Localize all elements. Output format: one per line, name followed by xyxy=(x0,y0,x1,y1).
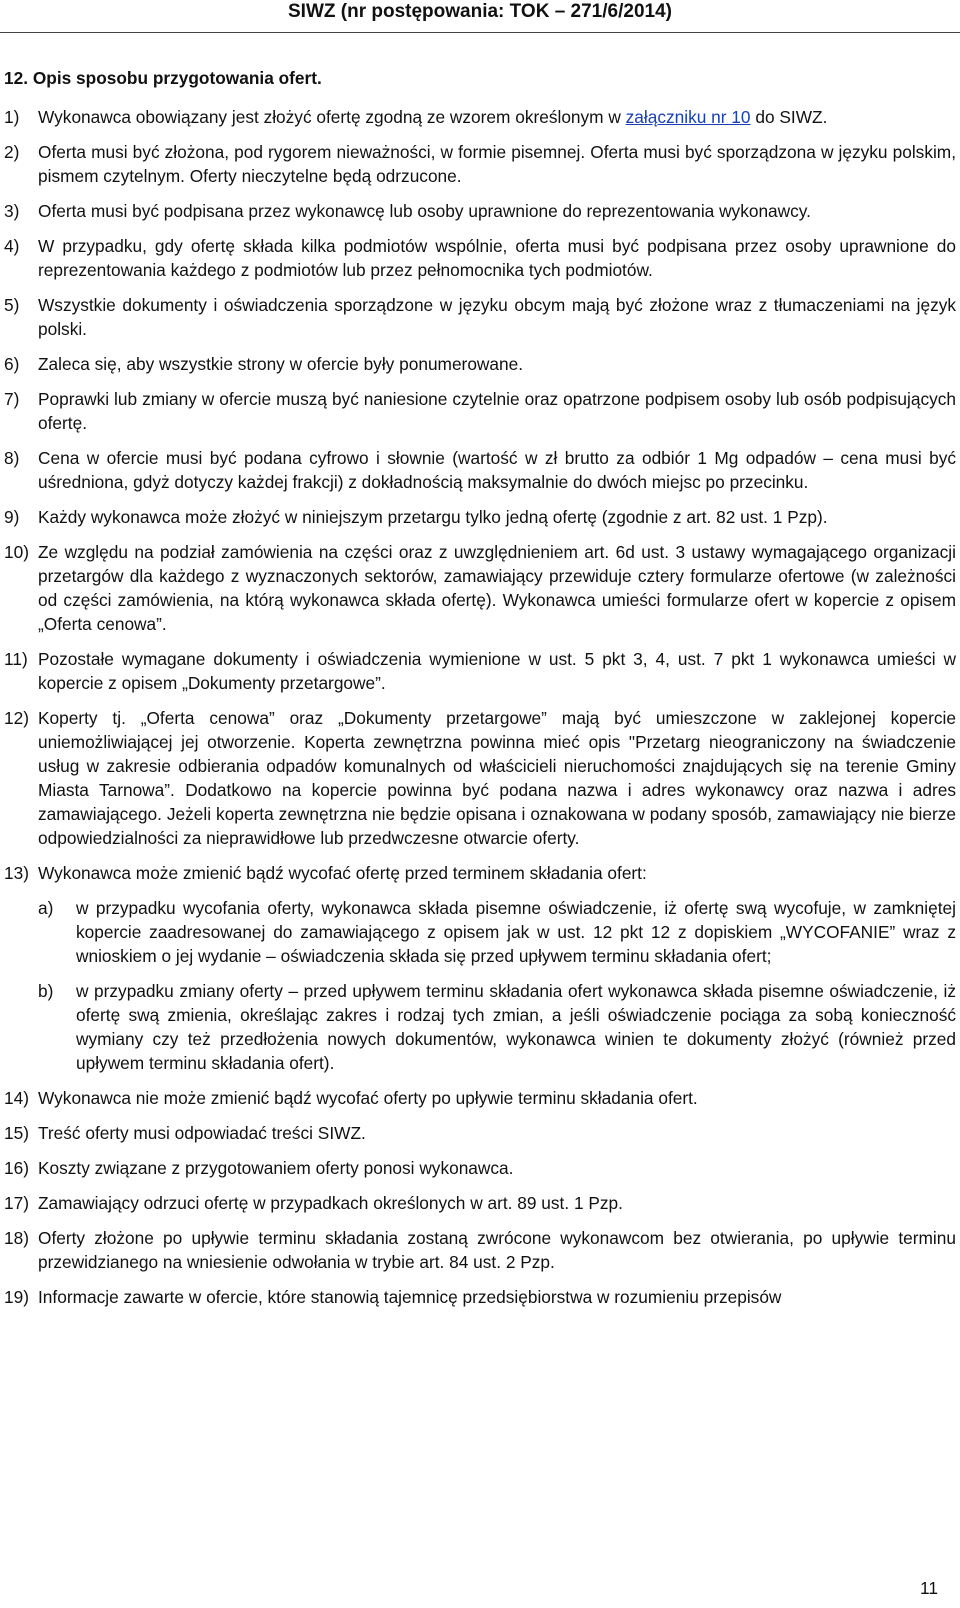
list-item-15 xyxy=(4,1121,956,1145)
list-item-text: Każdy wykonawca może złożyć w niniejszym przetargu tylko jedną ofertę (zgodnie z art. 82 ust. 1 Pzp). xyxy=(38,507,828,527)
list-item-9 xyxy=(4,505,956,529)
list-item-text: Wykonawca nie może zmienić bądź wycofać oferty po upływie terminu składania ofert. xyxy=(38,1088,698,1108)
list-item-18 xyxy=(4,1226,956,1274)
document-body xyxy=(4,66,956,1320)
list-item-13 xyxy=(4,861,956,885)
sub-list-item-text: w przypadku wycofania oferty, wykonawca składa pisemne oświadczenie, iż ofertę swą wycofuje, w zamkniętej kopercie zaadresowanej do zamawiającego z opisem jak w ust. 12 pkt 12 z dopiskiem „WYCOFANIE” wraz z wnioskiem o jej wydanie – oświadczenia składa się przed upływem terminu składania ofert; xyxy=(76,898,956,966)
sub-list-item-b xyxy=(38,979,956,1075)
list-item-17 xyxy=(4,1191,956,1215)
list-item-text: Informacje zawarte w ofercie, które stanowią tajemnicę przedsiębiorstwa w rozumieniu przepisów xyxy=(38,1287,782,1307)
list-item-number: 12) xyxy=(4,708,29,728)
list-item-number: 6) xyxy=(4,354,20,374)
list-item-8 xyxy=(4,446,956,494)
list-item-number: 11) xyxy=(4,649,28,669)
page-header-title: SIWZ (nr postępowania: TOK – 271/6/2014) xyxy=(288,1,672,22)
list-item-text: Wszystkie dokumenty i oświadczenia sporządzone w języku obcym mają być złożone wraz z tłumaczeniami na język polski. xyxy=(38,295,956,339)
list-item-number: 17) xyxy=(4,1193,29,1213)
page-number: 11 xyxy=(920,1578,938,1598)
header-divider xyxy=(0,32,960,33)
list-item-4 xyxy=(4,234,956,282)
list-item-text: Poprawki lub zmiany w ofercie muszą być naniesione czytelnie oraz opatrzone podpisem osoby lub osób podpisujących ofertę. xyxy=(38,389,956,433)
list-item-number: 8) xyxy=(4,448,20,468)
list-item-text xyxy=(38,105,956,129)
list-item-10 xyxy=(4,540,956,636)
list-item-number: 10) xyxy=(4,542,29,562)
list-item-number: 9) xyxy=(4,507,20,527)
list-item-number: 1) xyxy=(4,107,20,127)
list-item-text: Ze względu na podział zamówienia na części oraz z uwzględnieniem art. 6d ust. 3 ustawy wymagającego organizacji przetargów dla każdego z wyznaczonych sektorów, zamawiający przewiduje cztery formularze ofertowe (w zależności od części zamówienia, na którą wykonawca składa ofertę). Wykonawca umieści formularze ofert w kopercie z opisem „Oferta cenowa”. xyxy=(38,542,956,634)
list-item-text: Koszty związane z przygotowaniem oferty ponosi wykonawca. xyxy=(38,1158,514,1178)
list-item-text: W przypadku, gdy ofertę składa kilka podmiotów wspólnie, oferta musi być podpisana przez osoby uprawnione do reprezentowania każdego z podmiotów lub przez pełnomocnika tych podmiotów. xyxy=(38,236,956,280)
list-item-19 xyxy=(4,1285,956,1309)
list-item-number: 3) xyxy=(4,201,20,221)
list-item-number: 16) xyxy=(4,1158,29,1178)
list-item-5 xyxy=(4,293,956,341)
list-item-text-pre: Wykonawca obowiązany jest złożyć ofertę zgodną ze wzorem określonym w xyxy=(38,107,626,127)
list-item-text: Oferta musi być złożona, pod rygorem nieważności, w formie pisemnej. Oferta musi być sporządzona w języku polskim, pismem czytelnym. Oferty nieczytelne będą odrzucone. xyxy=(38,142,956,186)
list-item-6 xyxy=(4,352,956,376)
sub-list-item-letter: a) xyxy=(38,898,54,918)
list-item-number: 15) xyxy=(4,1123,29,1143)
section-title: 12. Opis sposobu przygotowania ofert. xyxy=(4,68,322,88)
list-item-number: 2) xyxy=(4,142,20,162)
list-item-text: Oferty złożone po upływie terminu składania zostaną zwrócone wykonawcom bez otwierania, po upływie terminu przewidzianego na wniesienie odwołania w trybie art. 84 ust. 2 Pzp. xyxy=(38,1228,956,1272)
list-item-text: Zamawiający odrzuci ofertę w przypadkach określonych w art. 89 ust. 1 Pzp. xyxy=(38,1193,623,1213)
list-item-text: Pozostałe wymagane dokumenty i oświadczenia wymienione w ust. 5 pkt 3, 4, ust. 7 pkt 1 wykonawca umieści w kopercie z opisem „Dokumenty przetargowe”. xyxy=(38,649,956,693)
list-item-text: Wykonawca może zmienić bądź wycofać ofertę przed terminem składania ofert: xyxy=(38,863,647,883)
list-item-number: 14) xyxy=(4,1088,29,1108)
list-item-number: 7) xyxy=(4,389,20,409)
list-item-text-post: do SIWZ. xyxy=(750,107,828,127)
list-item-text: Zaleca się, aby wszystkie strony w ofercie były ponumerowane. xyxy=(38,354,524,374)
list-item-number: 4) xyxy=(4,236,20,256)
list-item-text: Oferta musi być podpisana przez wykonawcę lub osoby uprawnione do reprezentowania wykonawcy. xyxy=(38,201,811,221)
list-item-number: 13) xyxy=(4,863,29,883)
list-item-1 xyxy=(4,105,956,129)
list-item-7 xyxy=(4,387,956,435)
list-item-number: 19) xyxy=(4,1287,29,1307)
list-item-11 xyxy=(4,647,956,695)
sub-list-item-a xyxy=(38,896,956,968)
sub-list-item-text: w przypadku zmiany oferty – przed upływem terminu składania ofert wykonawca składa pisemne oświadczenie, iż ofertę swą zmienia, określając zakres i rodzaj tych zmian, a jeśli oświadczenie pociąga za sobą konieczność wymiany czy też przedłożenia nowych dokumentów, wykonawca winien te dokumenty złożyć (również przed upływem terminu składania ofert). xyxy=(76,981,956,1073)
list-item-2 xyxy=(4,140,956,188)
attachment-link[interactable]: załączniku nr 10 xyxy=(625,107,751,127)
list-item-number: 18) xyxy=(4,1228,29,1248)
list-item-text: Cena w ofercie musi być podana cyfrowo i słownie (wartość w zł brutto za odbiór 1 Mg odpadów – cena musi być uśredniona, gdyż dotyczy każdej frakcji) z dokładnością maksymalnie do dwóch miejsc po przecinku. xyxy=(38,448,956,492)
list-item-16 xyxy=(4,1156,956,1180)
sub-list-item-letter: b) xyxy=(38,981,54,1001)
list-item-text: Treść oferty musi odpowiadać treści SIWZ. xyxy=(38,1123,366,1143)
list-item-12 xyxy=(4,706,956,850)
list-item-14 xyxy=(4,1086,956,1110)
list-item-number: 5) xyxy=(4,295,20,315)
list-item-text: Koperty tj. „Oferta cenowa” oraz „Dokumenty przetargowe” mają być umieszczone w zaklejonej kopercie uniemożliwiającej jej otworzenie. Koperta zewnętrzna powinna mieć opis "Przetarg nieograniczony na świadczenie usług w zakresie odbierania odpadów komunalnych od właścicieli nieruchomości znajdujących się na terenie Gminy Miasta Tarnowa”. Dodatkowo na kopercie powinna być podana nazwa i adres wykonawcy oraz nazwa i adres zamawiającego. Jeżeli koperta zewnętrzna nie będzie opisana i oznakowana w podany sposób, zamawiający nie bierze odpowiedzialności za nieprawidłowe lub przedwczesne otwarcie oferty. xyxy=(38,708,956,848)
list-item-3 xyxy=(4,199,956,223)
